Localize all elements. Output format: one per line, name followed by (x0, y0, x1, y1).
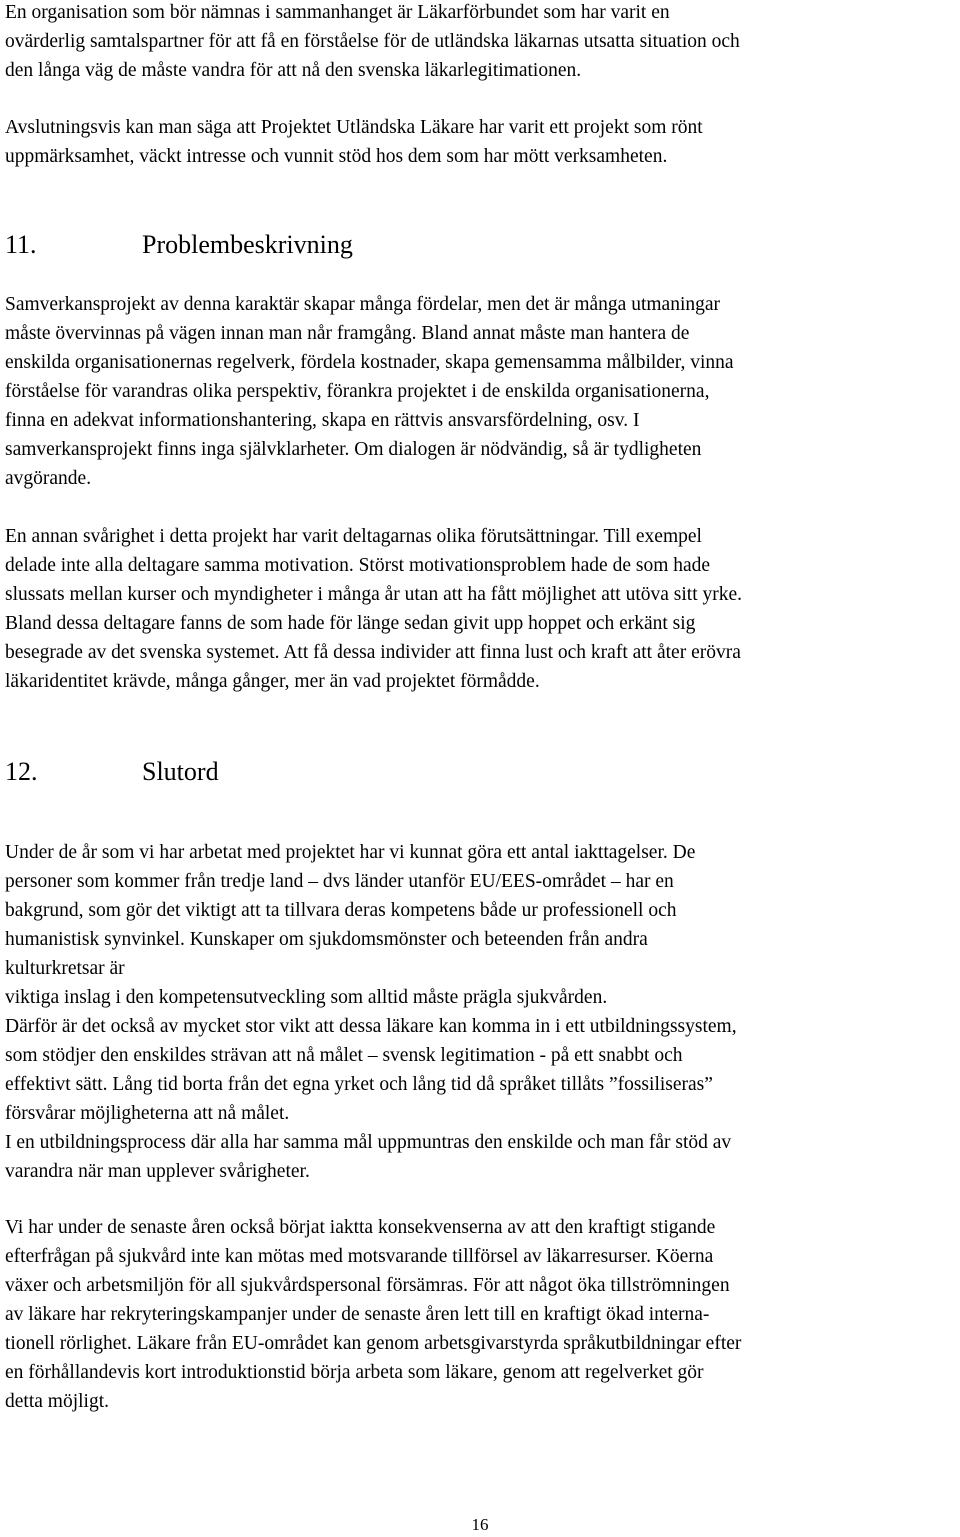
text-line: försvårar möjligheterna att nå målet. (5, 1103, 290, 1124)
text-line: måste övervinnas på vägen innan man når framgång. Bland annat måste man hantera de (5, 323, 690, 344)
section-11-paragraph-2 (5, 522, 742, 696)
text-line: läkaridentitet krävde, många gånger, mer än vad projektet förmådde. (5, 671, 540, 692)
text-line: Samverkansprojekt av denna karaktär skapar många fördelar, men det är många utmaningar (5, 294, 721, 315)
text-line: slussats mellan kurser och myndigheter i många år utan att ha fått möjlighet att utöva sitt yrke. (5, 584, 743, 605)
section-12-number: 12. (5, 757, 38, 786)
text-line: växer och arbetsmiljön för all sjukvårdspersonal försämras. För att något öka tillströmningen (5, 1275, 730, 1296)
text-line: Under de år som vi har arbetat med projektet har vi kunnat göra ett antal iakttagelser. De (5, 842, 696, 863)
text-line: förståelse för varandras olika perspektiv, förankra projektet i de enskilda organisationerna, (5, 381, 710, 402)
text-line: enskilda organisationernas regelverk, fördela kostnader, skapa gemensamma målbilder, vinna (5, 352, 734, 373)
section-11-heading (5, 229, 353, 261)
text-line: En organisation som bör nämnas i sammanhanget är Läkarförbundet som har varit en (5, 2, 670, 23)
text-line: en förhållandevis kort introduktionstid börja arbeta som läkare, genom att regelverket gör (5, 1362, 704, 1383)
section-12-paragraph-1 (5, 838, 737, 1186)
text-line: En annan svårighet i detta projekt har varit deltagarnas olika förutsättningar. Till exempel (5, 526, 702, 547)
text-line: kulturkretsar är (5, 958, 125, 979)
text-line: avgörande. (5, 468, 92, 489)
text-line: som stödjer den enskildes strävan att nå målet – svensk legitimation - på ett snabbt och (5, 1045, 683, 1066)
text-line: av läkare har rekryteringskampanjer under de senaste åren lett till en kraftigt ökad interna- (5, 1304, 710, 1325)
section-12-heading (5, 756, 219, 788)
text-line: effektivt sätt. Lång tid borta från det egna yrket och lång tid då språket tillåts ”fossiliseras” (5, 1074, 713, 1095)
text-line: den långa väg de måste vandra för att nå den svenska läkarlegitimationen. (5, 60, 582, 81)
page-number: 16 (471, 1515, 489, 1534)
text-line: delade inte alla deltagare samma motivation. Störst motivationsproblem hade de som hade (5, 555, 711, 576)
text-line: varandra när man upplever svårigheter. (5, 1161, 310, 1182)
intro-paragraph-2 (5, 113, 703, 171)
section-12-paragraph-2 (5, 1213, 741, 1416)
text-line: Avslutningsvis kan man säga att Projektet Utländska Läkare har varit ett projekt som rönt (5, 117, 703, 138)
text-line: humanistisk synvinkel. Kunskaper om sjukdomsmönster och beteenden från andra (5, 929, 648, 950)
text-line: finna en adekvat informationshantering, skapa en rättvis ansvarsfördelning, osv. I (5, 410, 640, 431)
text-line: Därför är det också av mycket stor vikt att dessa läkare kan komma in i ett utbildningssystem, (5, 1016, 737, 1037)
text-line: ovärderlig samtalspartner för att få en förståelse för de utländska läkarnas utsatta situation och (5, 31, 740, 52)
text-line: uppmärksamhet, väckt intresse och vunnit stöd hos dem som har mött verksamheten. (5, 146, 668, 167)
section-11-paragraph-1 (5, 290, 734, 493)
text-line: Bland dessa deltagare fanns de som hade för länge sedan givit upp hoppet och erkänt sig (5, 613, 696, 634)
text-line: samverkansprojekt finns inga självklarheter. Om dialogen är nödvändig, så är tydligheten (5, 439, 702, 460)
text-line: personer som kommer från tredje land – dvs länder utanför EU/EES-området – har en (5, 871, 674, 892)
text-line: besegrade av det svenska systemet. Att få dessa individer att finna lust och kraft att åter erövra (5, 642, 741, 663)
section-11-number: 11. (5, 230, 37, 259)
text-line: tionell rörlighet. Läkare från EU-området kan genom arbetsgivarstyrda språkutbildningar efter (5, 1333, 742, 1354)
text-line: detta möjligt. (5, 1391, 109, 1412)
text-line: viktiga inslag i den kompetensutveckling som alltid måste prägla sjukvården. (5, 987, 608, 1008)
intro-paragraph-1 (5, 0, 740, 85)
text-line: Vi har under de senaste åren också börjat iaktta konsekvenserna av att den kraftigt stigande (5, 1217, 716, 1238)
text-line: bakgrund, som gör det viktigt att ta tillvara deras kompetens både ur professionell och (5, 900, 677, 921)
section-11-title: Problembeskrivning (142, 230, 353, 259)
text-line: I en utbildningsprocess där alla har samma mål uppmuntras den enskilde och man får stöd av (5, 1132, 732, 1153)
text-line: efterfrågan på sjukvård inte kan mötas med motsvarande tillförsel av läkarresurser. Köerna (5, 1246, 714, 1267)
section-12-title: Slutord (142, 757, 219, 786)
